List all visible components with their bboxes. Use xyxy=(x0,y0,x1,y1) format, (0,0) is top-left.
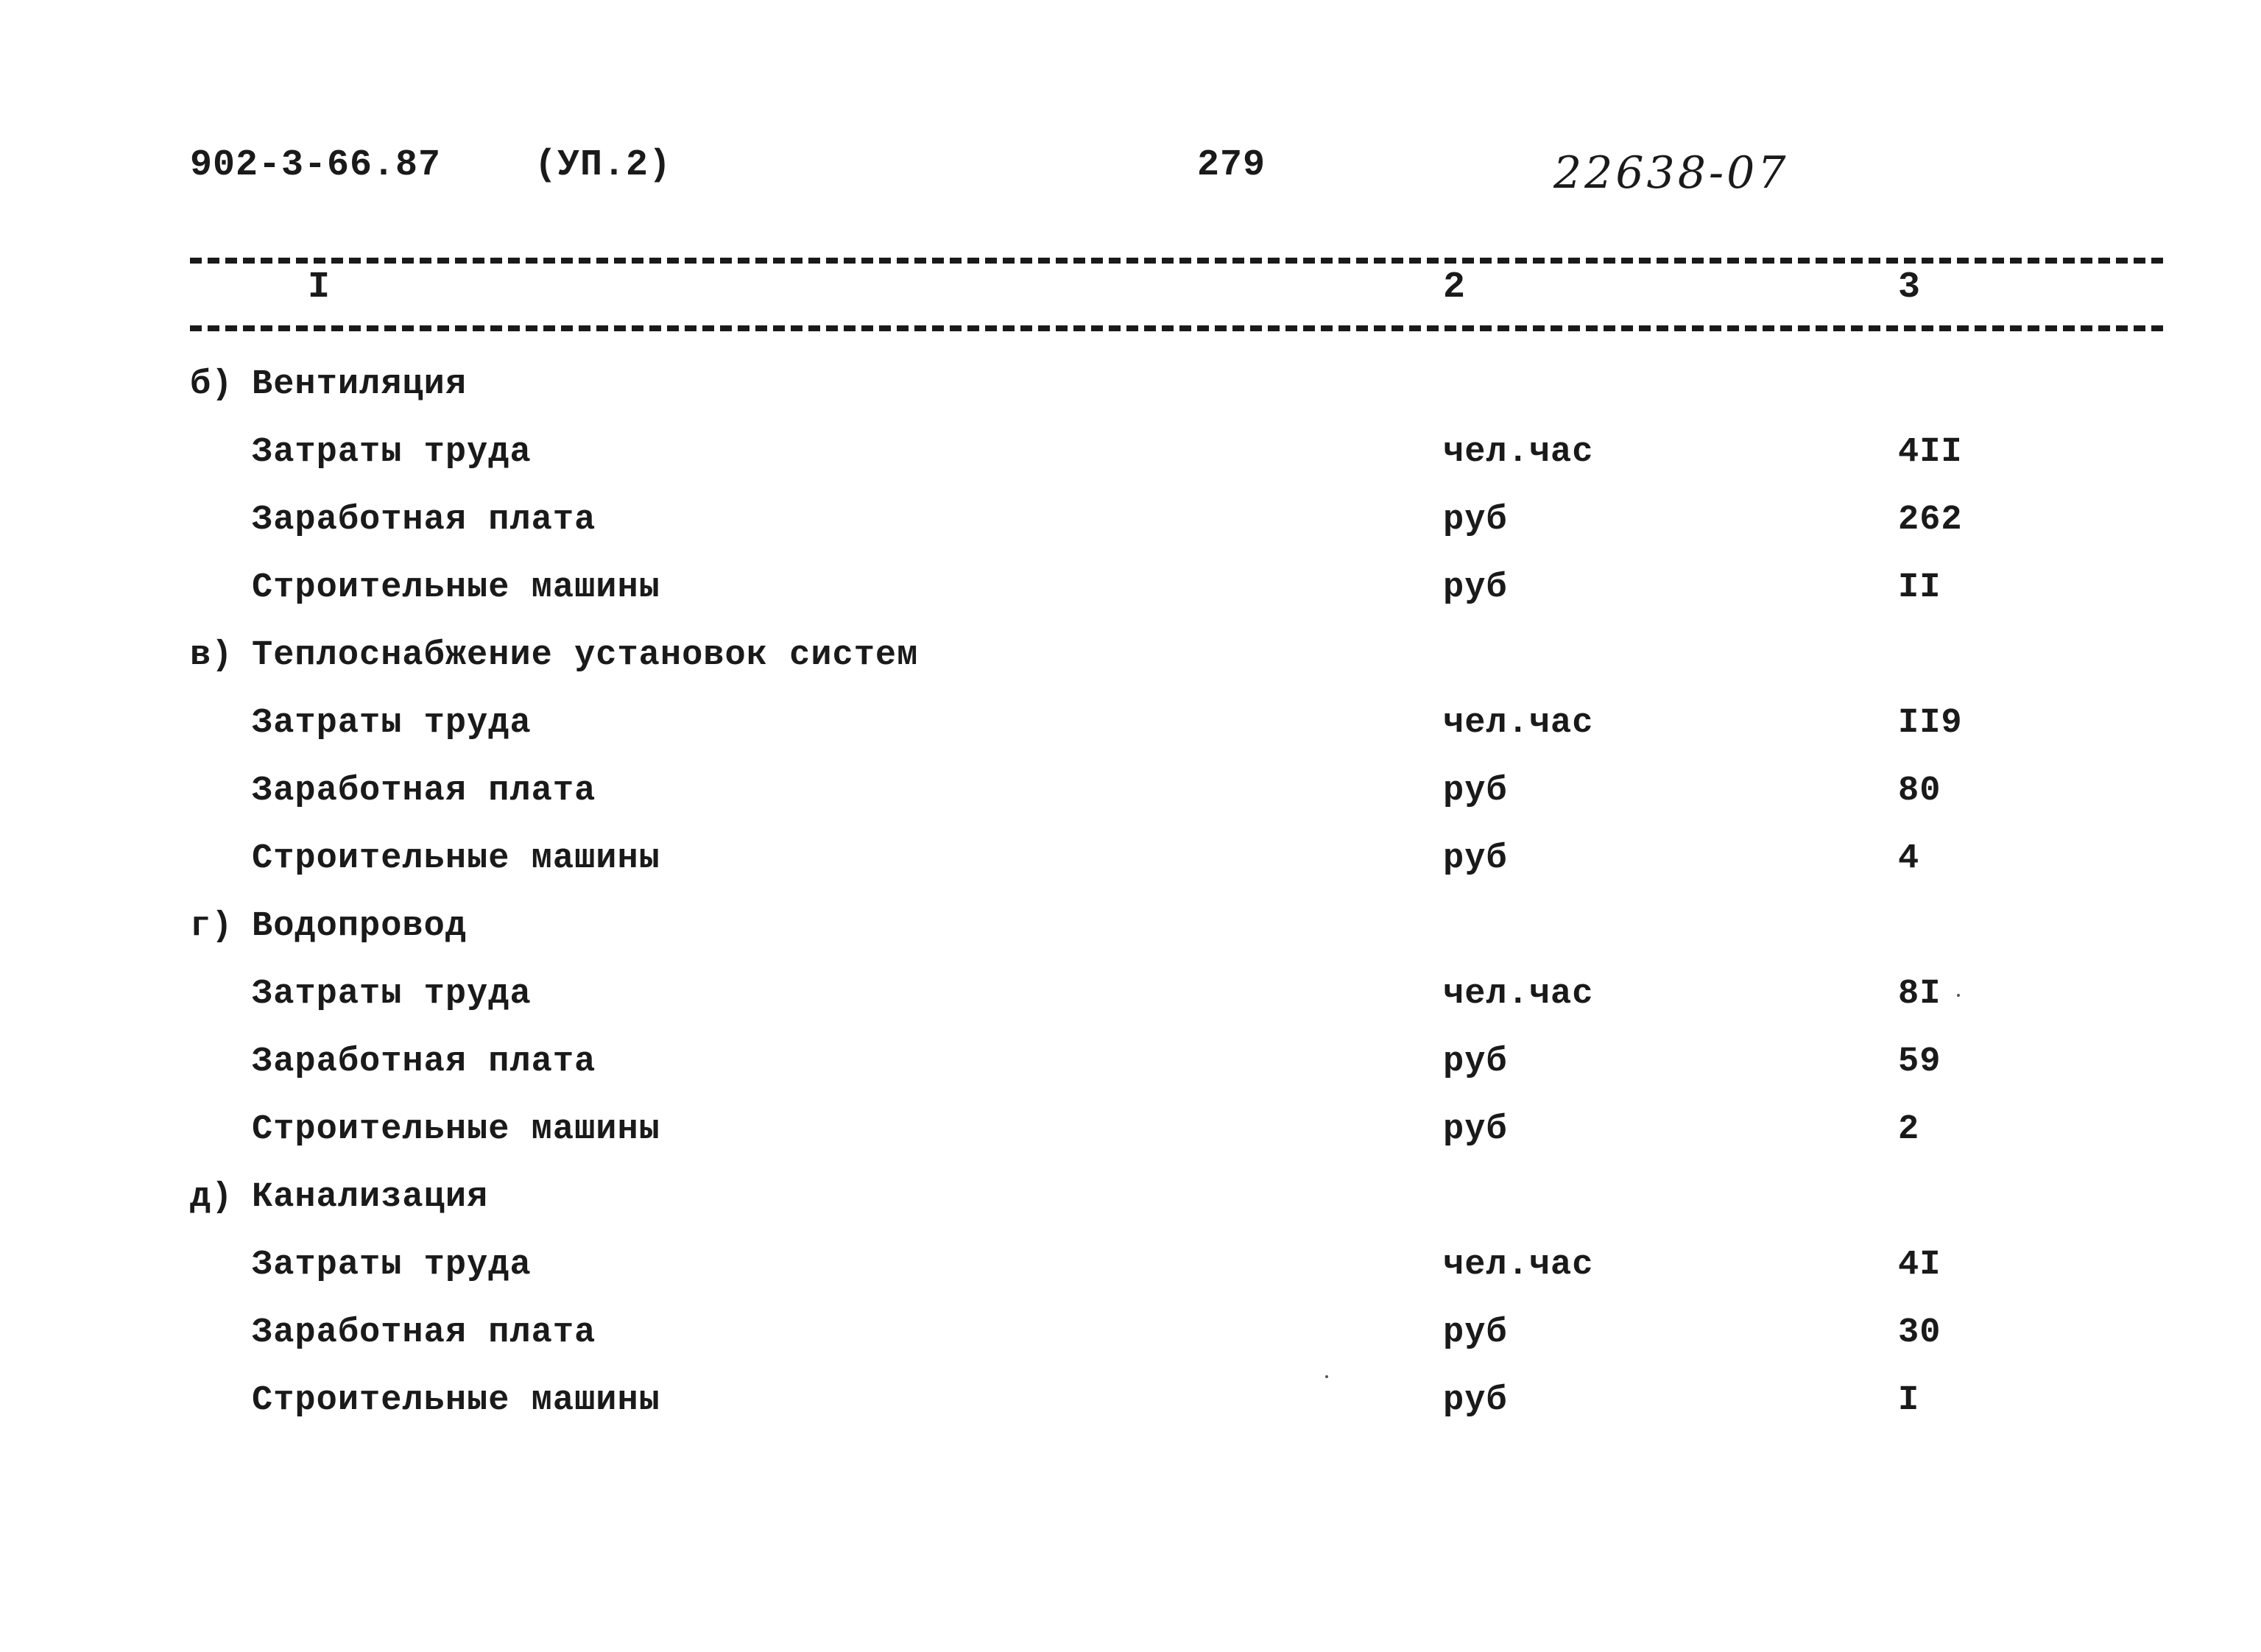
item-unit: руб xyxy=(1443,1042,1508,1081)
table-row xyxy=(0,772,2261,839)
item-unit: руб xyxy=(1443,772,1508,811)
item-value: 2 xyxy=(1898,1110,1920,1149)
item-value: II9 xyxy=(1898,704,1963,743)
item-value: 262 xyxy=(1898,501,1963,540)
table-top-rule xyxy=(190,258,2163,264)
item-name: Заработная плата xyxy=(252,1313,596,1352)
item-name: Заработная плата xyxy=(252,772,596,811)
table-row xyxy=(0,704,2261,772)
item-name: Затраты труда xyxy=(252,1246,532,1285)
section-title: Теплоснабжение установок систем xyxy=(252,636,919,675)
item-name: Заработная плата xyxy=(252,501,596,540)
item-unit: чел.час xyxy=(1443,975,1594,1014)
registration-number: 22638-07 xyxy=(1553,147,1789,199)
item-name: Строительные машины xyxy=(252,1381,660,1420)
table-row xyxy=(0,568,2261,636)
item-value: II xyxy=(1898,568,1941,607)
item-value: 4II xyxy=(1898,433,1963,472)
item-name: Строительные машины xyxy=(252,1110,660,1149)
section-title: Канализация xyxy=(252,1178,489,1217)
item-unit: чел.час xyxy=(1443,433,1594,472)
table-body xyxy=(0,365,2261,1449)
section-mark: в) xyxy=(190,636,233,675)
table-row xyxy=(0,1110,2261,1178)
table-row xyxy=(0,433,2261,501)
item-value: 4I xyxy=(1898,1246,1941,1285)
item-unit: руб xyxy=(1443,1313,1508,1352)
table-row xyxy=(0,839,2261,907)
item-name: Строительные машины xyxy=(252,839,660,878)
item-name: Затраты труда xyxy=(252,433,532,472)
scan-speck xyxy=(1957,994,1960,997)
item-unit: руб xyxy=(1443,568,1508,607)
doc-code: 902-3-66.87 xyxy=(190,144,442,186)
section-heading xyxy=(0,1178,2261,1246)
item-name: Затраты труда xyxy=(252,704,532,743)
item-value: 30 xyxy=(1898,1313,1941,1352)
table-header-rule xyxy=(190,325,2163,331)
table-row xyxy=(0,1313,2261,1381)
item-unit: чел.час xyxy=(1443,704,1594,743)
section-heading xyxy=(0,636,2261,704)
table-row xyxy=(0,1246,2261,1313)
section-mark: г) xyxy=(190,907,233,946)
scan-speck xyxy=(1325,1375,1328,1378)
item-unit: руб xyxy=(1443,839,1508,878)
item-unit: руб xyxy=(1443,1381,1508,1420)
page-number: 279 xyxy=(1197,144,1266,186)
item-value: 8I xyxy=(1898,975,1941,1014)
section-mark: д) xyxy=(190,1178,233,1217)
item-value: 4 xyxy=(1898,839,1920,878)
section-title: Водопровод xyxy=(252,907,468,946)
table-row xyxy=(0,975,2261,1042)
item-unit: руб xyxy=(1443,1110,1508,1149)
section-title: Вентиляция xyxy=(252,365,468,404)
table-row xyxy=(0,501,2261,568)
section-heading xyxy=(0,365,2261,433)
item-name: Затраты труда xyxy=(252,975,532,1014)
table-row xyxy=(0,1381,2261,1449)
column-header-2: 2 xyxy=(1443,266,1466,308)
volume-label: (УП.2) xyxy=(535,144,672,186)
section-heading xyxy=(0,907,2261,975)
item-name: Заработная плата xyxy=(252,1042,596,1081)
column-header-3: 3 xyxy=(1898,266,1921,308)
item-value: 80 xyxy=(1898,772,1941,811)
item-value: I xyxy=(1898,1381,1920,1420)
section-mark: б) xyxy=(190,365,233,404)
item-unit: чел.час xyxy=(1443,1246,1594,1285)
item-unit: руб xyxy=(1443,501,1508,540)
item-name: Строительные машины xyxy=(252,568,660,607)
table-row xyxy=(0,1042,2261,1110)
item-value: 59 xyxy=(1898,1042,1941,1081)
column-header-1: I xyxy=(308,266,331,308)
